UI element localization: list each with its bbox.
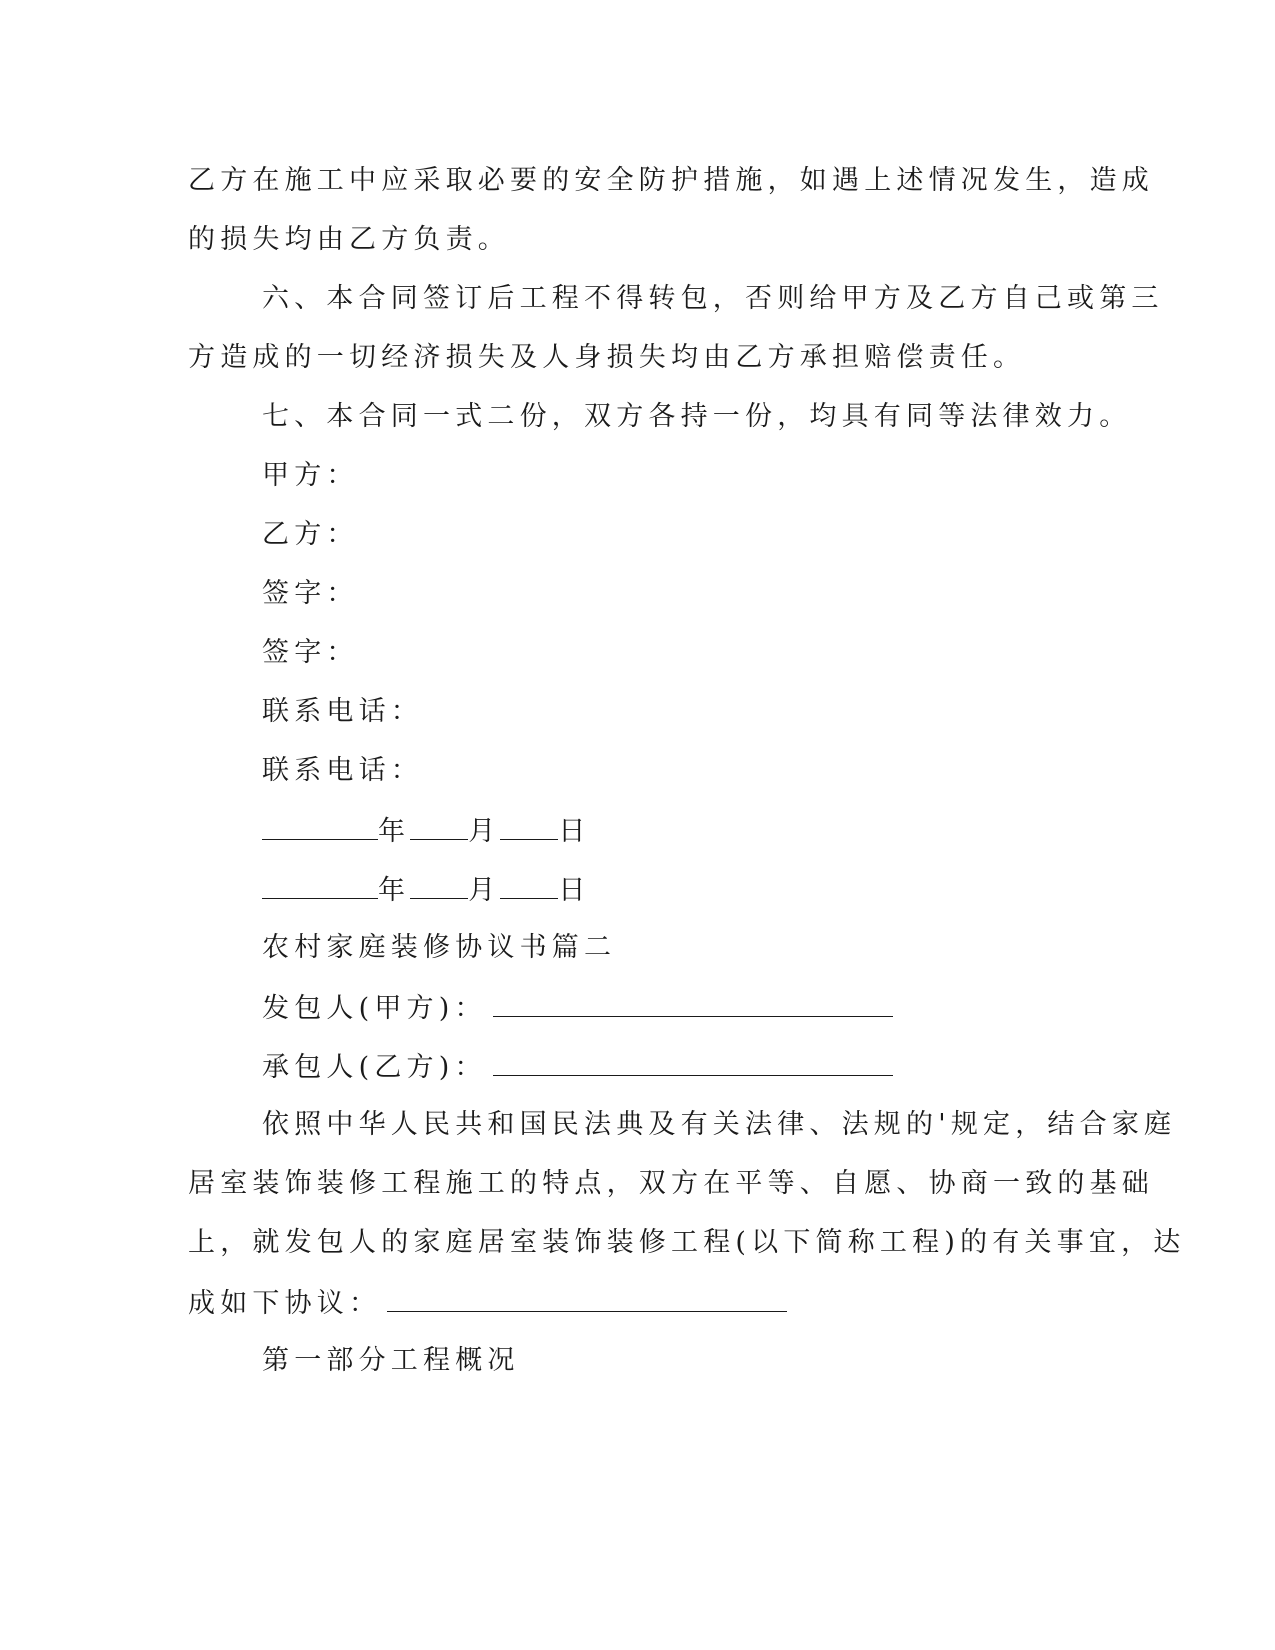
intro-line: 依照中华人民共和国民法典及有关法律、法规的'规定，结合家庭 xyxy=(262,1109,1177,1140)
contractor-label: 承包人(乙方)： xyxy=(262,1052,487,1083)
contractor-blank xyxy=(493,1049,893,1076)
day-label: 日 xyxy=(558,875,591,906)
year-blank xyxy=(262,872,378,899)
paragraph-line: 乙方在施工中应采取必要的安全防护措施，如遇上述情况发生，造成 xyxy=(188,165,1154,196)
intro-line: 上，就发包人的家庭居室装饰装修工程(以下简称工程)的有关事宜，达 xyxy=(188,1227,1186,1258)
clause-six-line: 方造成的一切经济损失及人身损失均由乙方承担赔偿责任。 xyxy=(188,342,1026,373)
employer-blank xyxy=(493,990,893,1017)
party-a-label: 甲方： xyxy=(262,460,359,491)
intro-line: 成如下协议： xyxy=(188,1288,382,1319)
year-blank xyxy=(262,813,378,840)
employer-label: 发包人(甲方)： xyxy=(262,993,487,1024)
month-label: 月 xyxy=(468,816,501,847)
employer-line xyxy=(262,990,893,1026)
part-heading: 第一部分工程概况 xyxy=(262,1345,520,1376)
year-label: 年 xyxy=(378,875,411,906)
month-blank xyxy=(410,872,468,899)
signature-a-label: 签字： xyxy=(262,578,359,609)
intro-line: 居室装饰装修工程施工的特点，双方在平等、自愿、协商一致的基础 xyxy=(188,1168,1154,1199)
phone-a-label: 联系电话： xyxy=(262,696,423,727)
date-line-b xyxy=(262,872,591,908)
paragraph-line: 的损失均由乙方负责。 xyxy=(188,224,510,255)
day-blank xyxy=(500,813,558,840)
month-label: 月 xyxy=(468,875,501,906)
section-title: 农村家庭装修协议书篇二 xyxy=(262,932,617,963)
agreement-blank xyxy=(387,1285,787,1312)
year-label: 年 xyxy=(378,816,411,847)
contractor-line xyxy=(262,1049,893,1085)
clause-six-line: 六、本合同签订后工程不得转包，否则给甲方及乙方自己或第三 xyxy=(262,283,1164,314)
day-blank xyxy=(500,872,558,899)
month-blank xyxy=(410,813,468,840)
party-b-label: 乙方： xyxy=(262,519,359,550)
signature-b-label: 签字： xyxy=(262,637,359,668)
phone-b-label: 联系电话： xyxy=(262,755,423,786)
day-label: 日 xyxy=(558,816,591,847)
date-line-a xyxy=(262,813,591,849)
clause-seven: 七、本合同一式二份，双方各持一份，均具有同等法律效力。 xyxy=(262,401,1132,432)
intro-line-last xyxy=(188,1285,787,1321)
